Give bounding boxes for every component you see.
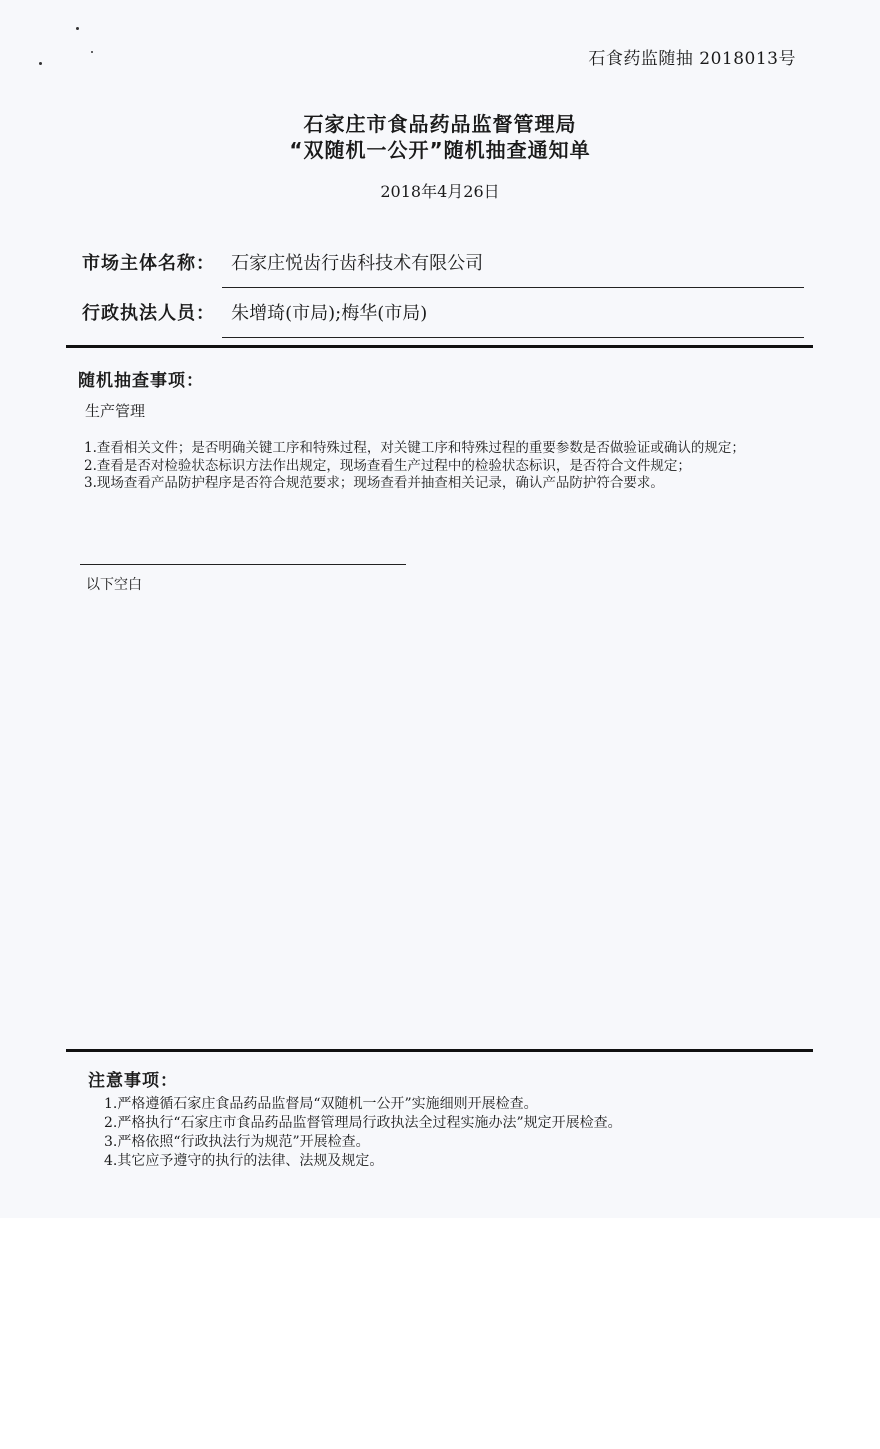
section-divider	[66, 345, 813, 348]
inspection-item: 3.现场查看产品防护程序是否符合规范要求；现场查看并抽查相关记录，确认产品防护符合要求。	[84, 475, 664, 491]
field-label: 行政执法人员：	[82, 303, 215, 324]
field-market-entity	[82, 249, 483, 275]
notice-title: “双随机一公开”随机抽查通知单	[289, 138, 591, 162]
field-label: 市场主体名称：	[82, 253, 215, 274]
note-item: 2.严格执行“石家庄市食品药品监督管理局行政执法全过程实施办法”规定开展检查。	[104, 1115, 622, 1131]
scan-speck	[76, 27, 79, 30]
section-divider	[66, 1049, 813, 1052]
underline	[222, 337, 804, 338]
issuing-authority-title: 石家庄市食品药品监督管理局	[303, 112, 577, 136]
scan-speck	[91, 51, 93, 53]
note-item: 1.严格遵循石家庄食品药品监督局“双随机一公开”实施细则开展检查。	[104, 1096, 538, 1112]
field-enforcement-officers	[82, 299, 427, 325]
blank-below-note: 以下空白	[86, 577, 142, 593]
field-value: 朱增琦(市局);梅华(市局)	[231, 303, 428, 324]
field-value: 石家庄悦齿行齿科技术有限公司	[231, 253, 484, 274]
inspection-heading: 随机抽查事项：	[78, 371, 204, 391]
inspection-items	[84, 440, 764, 493]
document-number: 石食药监随抽 2018013号	[588, 49, 796, 69]
inspection-item: 2.查看是否对检验状态标识方法作出规定，现场查看生产过程中的检验状态标识，是否符合文件规定；	[84, 457, 691, 474]
underline	[222, 287, 804, 288]
notes-heading: 注意事项：	[88, 1071, 178, 1091]
notes-list	[104, 1095, 804, 1171]
end-separator	[80, 564, 406, 565]
notice-date: 2018年4月26日	[380, 182, 500, 201]
inspection-category: 生产管理	[85, 402, 146, 420]
note-item: 3.严格依照“行政执法行为规范”开展检查。	[104, 1134, 370, 1150]
scan-speck	[39, 62, 42, 65]
note-item: 4.其它应予遵守的执行的法律、法规及规定。	[104, 1153, 384, 1169]
inspection-item: 1.查看相关文件；是否明确关键工序和特殊过程，对关键工序和特殊过程的重要参数是否做验证或确认的规定；	[84, 440, 745, 456]
